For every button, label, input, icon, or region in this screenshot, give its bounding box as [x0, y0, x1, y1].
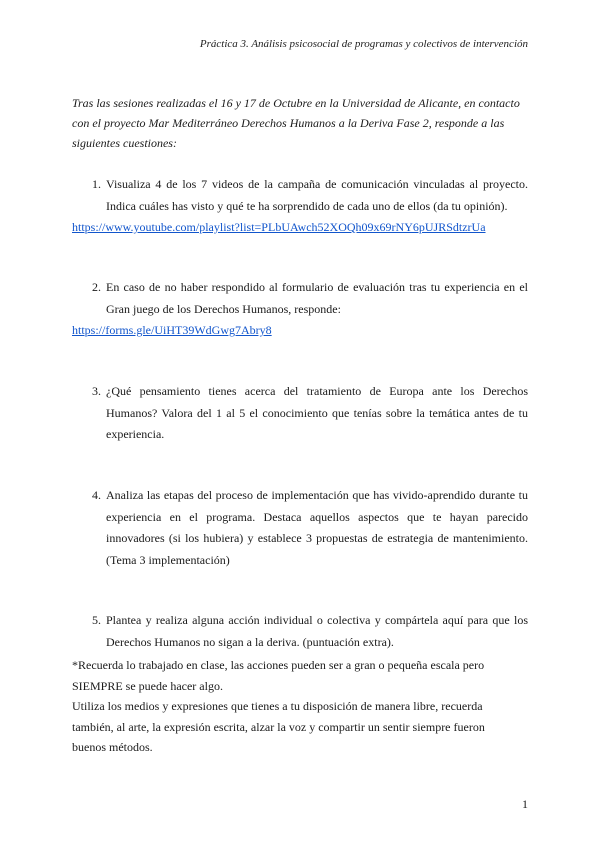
question-text: ¿Qué pensamiento tienes acerca del tratamiento de Europa ante los Derechos Humanos? Valora del 1 al 5 el conocimiento que tenías sobre la temática antes de tu experiencia. — [106, 384, 528, 441]
page-number: 1 — [522, 797, 528, 811]
page-header: Práctica 3. Análisis psicosocial de programas y colectivos de intervención — [199, 38, 528, 50]
intro-paragraph: Tras las sesiones realizadas el 16 y 17 de Octubre en la Universidad de Alicante, en contacto con el proyecto Mar Mediterráneo Derechos Humanos a la Deriva Fase 2, responde a las siguientes cuestiones: — [72, 96, 520, 150]
question-1 — [72, 174, 528, 239]
question-number: 4. — [92, 488, 101, 502]
note-media: Utiliza los medios y expresiones que tienes a tu disposición de manera libre, recuerda también, al arte, la expresión escrita, alzar la voz y compartir un sentir siempre fueron buenos métodos. — [72, 699, 485, 754]
note-reminder: *Recuerda lo trabajado en clase, las acciones pueden ser a gran o pequeña escala pero SIEMPRE se puede hacer algo. — [72, 658, 485, 693]
question-4 — [72, 485, 528, 571]
question-number: 1. — [92, 177, 101, 191]
question-text: Visualiza 4 de los 7 videos de la campaña de comunicación vinculadas al proyecto. Indica cuáles has visto y qué te ha sorprendido de cada uno de ellos (da tu opinión). — [106, 177, 528, 213]
question-number: 3. — [92, 384, 101, 398]
question-2 — [72, 277, 528, 342]
evaluation-form-link[interactable]: https://forms.gle/UiHT39WdGwg7Abry8 — [72, 323, 272, 337]
question-number: 2. — [92, 280, 101, 294]
closing-note — [72, 655, 512, 758]
question-3 — [72, 381, 528, 446]
question-text: Analiza las etapas del proceso de implementación que has vivido-aprendido durante tu experiencia en el programa. Destaca aquellos aspectos que te hayan parecido innovadores (si los hubiera) y establece 3 propuestas de estrategia de mantenimiento. (Tema 3 implementación) — [106, 488, 528, 567]
question-5 — [72, 610, 528, 653]
youtube-playlist-link[interactable]: https://www.youtube.com/playlist?list=PLbUAwch52XOQh09x69rNY6pUJRSdtzrUa — [72, 220, 486, 234]
question-number: 5. — [92, 613, 101, 627]
question-text: Plantea y realiza alguna acción individual o colectiva y compártela aquí para que los Derechos Humanos no sigan a la deriva. (puntuación extra). — [106, 613, 528, 649]
question-text: En caso de no haber respondido al formulario de evaluación tras tu experiencia en el Gran juego de los Derechos Humanos, responde: — [106, 280, 528, 316]
